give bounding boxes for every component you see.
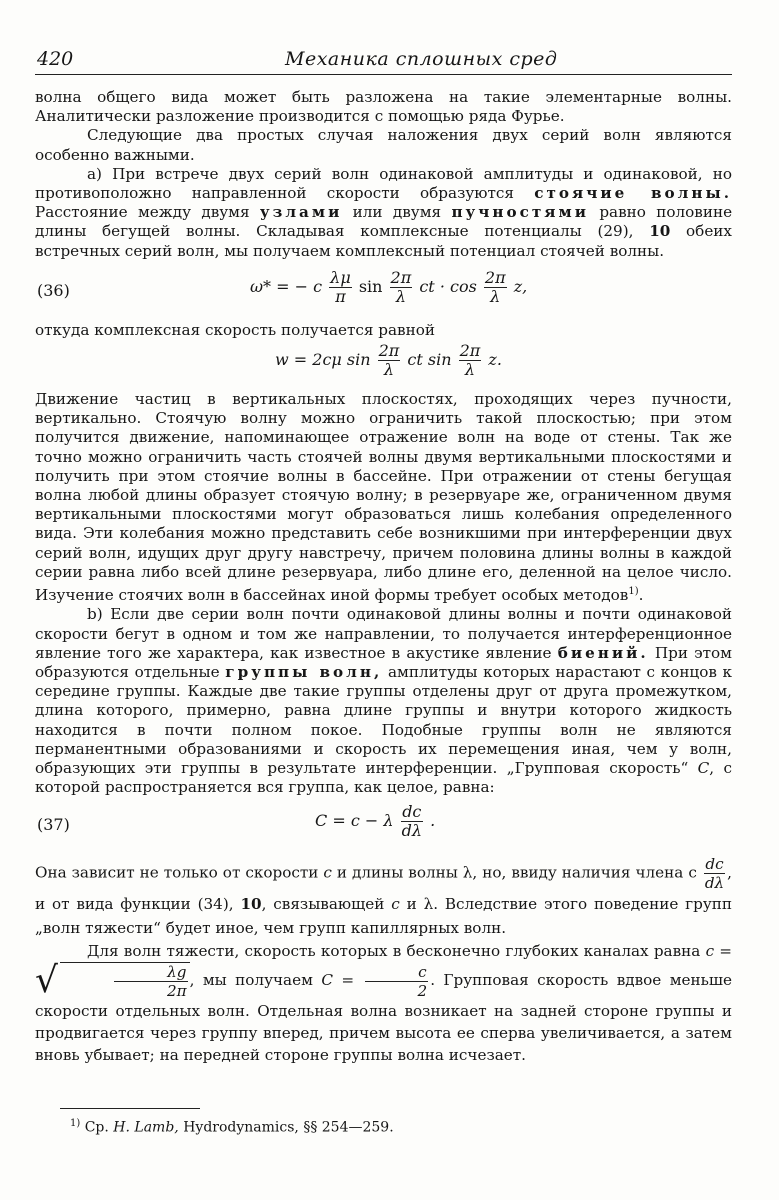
paragraph [35,390,732,605]
paragraph: волна общего вида может быть разложена на такие элементарные волны. Аналитически разложение производится с помощью ряда Фурье. [35,88,732,126]
text: При этом образуются отдельные [35,643,732,681]
equation-36 [35,267,732,321]
eq-part: w = 2cμ sin [275,350,371,370]
paragraph [35,940,732,1066]
numerator: 2π [378,341,400,361]
numerator: c [365,963,429,982]
fraction [704,855,725,892]
paragraph [35,165,732,261]
numerator: dc [402,802,422,822]
text: Движение частиц в вертикальных плоскостях, проходящих через пучности, вертикально. Стоячую волну можно ограничить такой плоскостью; при этом получится движение, напоминающее отражение волн на воде от стены. Так же точно можно ограничить часть стоячей волны двумя вертикальными плоскостями и получить при этом стоячие волны в бассейне. При отражении от стены бегущая волна любой длины образует стоячую волну; в резервуаре же, ограниченном двумя вертикальными плоскостями могут образоваться лишь колебания определенного вида. Эти колебания можно представить себе возникшими при интерференции двух серий волн, идущих друг другу навстречу, причем половина длины волны в каждой серии равна либо всей длине резервуара, либо длине его, деленной на целое число. Изучение стоячих волн в бассейнах иной формы требует особых методов [35,390,732,605]
eq-part: . [430,811,436,831]
paragraph: откуда комплексная скорость получается равной [35,320,435,339]
equation-expression [275,342,502,379]
paragraph: Следующие два простых случая наложения двух серий волн являются особенно важными. [35,126,732,164]
numerator: dc [705,855,724,874]
denominator: dλ [401,821,422,841]
text: b) Если две серии волн почти одинаковой длины волны и почти одинаковой скорости бегут в одном и том же направлении, то получается интерференционное явление того же характера, как известное в акустике явление [35,605,732,662]
symbol: c [391,895,400,914]
fraction [484,269,507,306]
footnote [70,1118,394,1136]
equation-w [35,340,732,390]
spaced-term: стоячие волны. [534,184,733,203]
eq-part: c = [705,942,733,961]
denominator: λ [395,286,406,306]
section-ref: 10 [240,895,262,914]
page-body [35,88,732,1066]
page-number: 420 [37,48,74,70]
equation-number: (36) [37,280,70,300]
numerator: λg [114,963,188,982]
denominator: λ [383,360,395,380]
fraction [114,963,188,1000]
eq-part: z, [513,276,528,296]
denominator: 2π [166,982,187,1001]
fraction [365,963,429,1000]
page-header [35,44,732,75]
spaced-term: пучностями [451,203,589,222]
denominator: π [335,286,346,306]
paragraph [35,605,732,797]
text: Расстояние между двумя [35,203,250,222]
footnote-rule [60,1108,200,1109]
eq-part: sin [358,276,383,296]
fraction [401,803,423,840]
text: амплитуды которых нарастают с концов к середине группы. Каждые две такие группы отделены друг от друга промежутком, длина которого, примерно, равна длине группы и внутри которого жидкость находится в почти полном покое. Подобные группы волн не являются перманентными образованиями и скорость их перемещения иная, чем у волн, образующих эти группы в результате интерференции. „Групповая скорость“ [35,662,733,777]
fraction [459,342,482,379]
text: , и от вида функции (34), [35,863,732,914]
numerator: 2π [390,267,412,287]
symbol: C [697,758,710,777]
eq-part: C = c − λ [315,811,394,831]
text: Для волн тяжести, скорость которых в бесконечно глубоких каналах равна [87,942,701,961]
spaced-term: группы волн, [225,662,383,681]
eq-part: z. [488,350,502,370]
text: равно половине длины бегущей волны. Складывая комплексные потенциалы (29), [35,203,733,241]
text: или двумя [352,203,442,222]
text: , мы получаем [189,971,313,990]
text: . [638,586,644,605]
running-title: Механика сплошных сред [285,48,558,70]
sqrt-sign: √ [35,960,58,1002]
equation-expression [250,269,527,306]
text: . Групповая скорость вдвое меньше скорости отдельных волн. Отдельная волна возникает на задней стороне группы и продвигается через группу вперед, причем высота ее сперва увеличивается, а затем вновь убывает; на передней стороне группы волна исчезает. [35,971,733,1065]
equation-expression [315,803,435,840]
sqrt-body [60,962,190,1000]
numerator: 2π [459,341,481,361]
text: , с которой распространяется вся группа, как целое, равна: [35,758,733,797]
fraction [378,342,401,379]
paragraph [35,855,732,940]
footnote-ref: 1) [628,586,639,598]
eq-part: ct · cos [419,276,477,296]
denominator: 2 [417,981,428,1000]
eq-part: ct sin [407,350,452,370]
fraction [329,269,352,306]
text: Hydrodynamics, §§ 254—259. [183,1119,394,1136]
denominator: λ [490,286,501,306]
equation-number: (37) [37,815,70,835]
eq-part: C = [321,971,355,990]
author: H. Lamb, [113,1119,179,1136]
symbol: c [323,863,332,882]
denominator: λ [464,360,476,380]
section-ref: 10 [649,222,671,241]
footnote-mark: 1) [70,1118,81,1129]
text: Она зависит не только от скорости [35,863,319,882]
numerator: 2π [484,267,506,287]
equation-37 [35,801,732,855]
text: обеих встречных серий волн, мы получаем комплексный потенциал стоячей волны. [35,222,732,260]
denominator: dλ [704,874,725,893]
text: Ср. [84,1119,109,1136]
spaced-term: узлами [259,203,343,222]
text: а) При встрече двух серий волн одинаковой амплитуды и одинаковой, но противоположно направленной скорости образуются [35,164,732,203]
spaced-term: биений. [557,643,649,662]
eq-part: ω* = − c [250,276,323,296]
text: и длины волны λ, но, ввиду наличия члена с [336,863,697,882]
text: , связывающей [261,895,385,914]
numerator: λμ [330,267,351,287]
fraction [390,269,413,306]
text: и λ. Вследствие этого поведение групп „волн тяжести“ будет иное, чем групп капиллярных волн. [35,895,733,938]
